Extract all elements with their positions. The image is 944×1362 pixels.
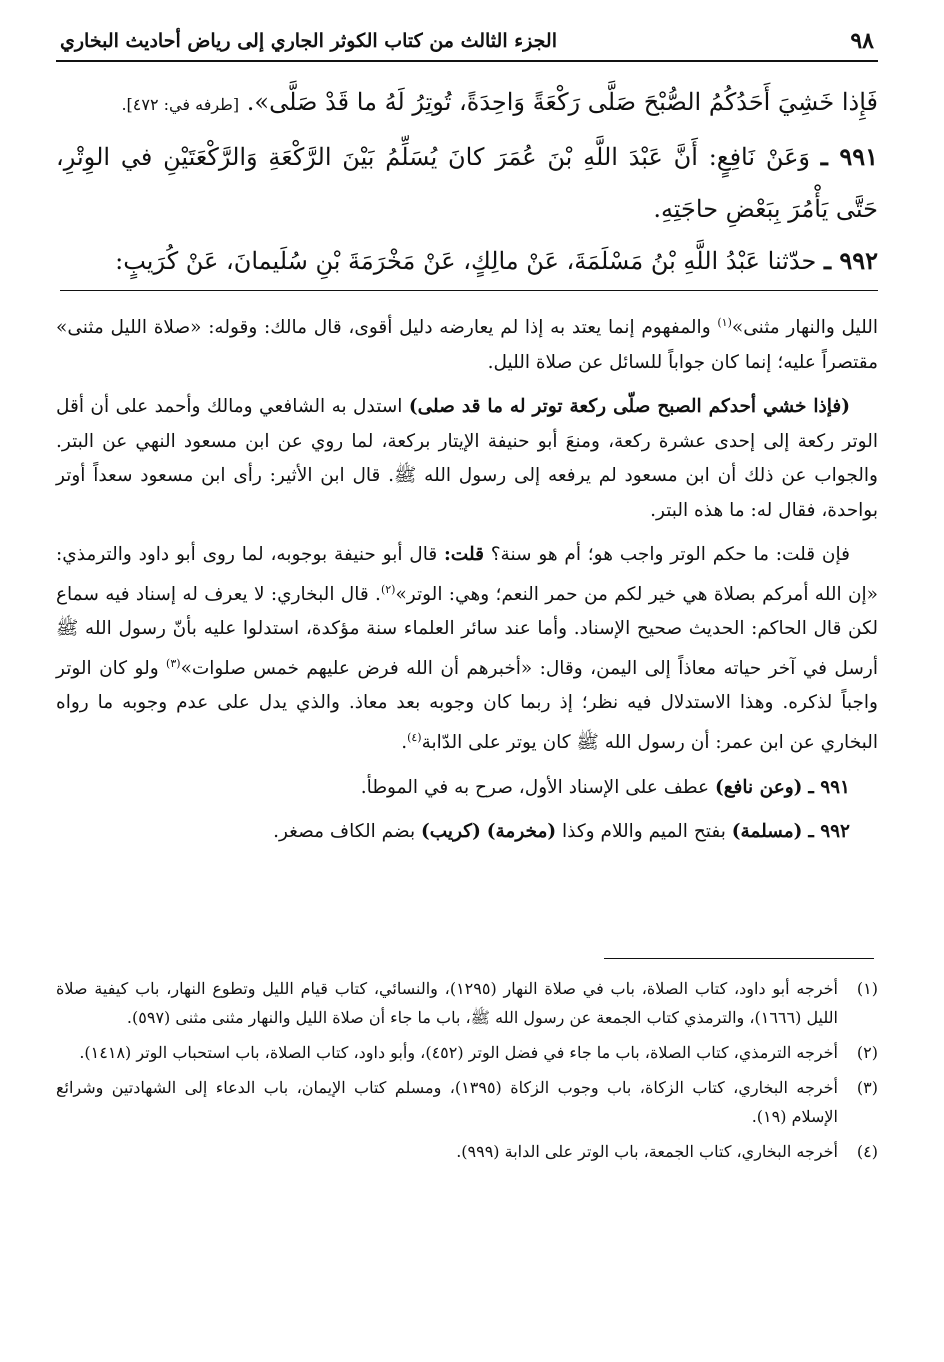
- commentary-text: بفتح الميم واللام وكذا: [556, 821, 732, 843]
- footnote-text: أخرجه أبو داود، كتاب الصلاة، باب في صلاة النهار (١٢٩٥)، والنسائي، كتاب قيام الليل وتطوع النهار، باب كيفية صلاة الليل (١٦٦٦)، والترمذي كتاب الجمعة عن رسول الله ﷺ، باب ما جاء أن صلاة الليل والنهار مثنى مثنى (٥٩٧).: [56, 979, 838, 1027]
- commentary-number-991: ٩٩١ ـ: [808, 776, 850, 798]
- footnote-text: أخرجه البخاري، كتاب الزكاة، باب وجوب الزكاة (١٣٩٥)، ومسلم كتاب الإيمان، باب الدعاء إلى الشهادتين وشرائع الإسلام (١٩).: [56, 1078, 838, 1126]
- hadith-991-number: ٩٩١ ـ: [820, 142, 878, 171]
- footnote-text: أخرجه الترمذي، كتاب الصلاة، باب ما جاء في فضل الوتر (٤٥٢)، وأبو داود، كتاب الصلاة، باب استحباب الوتر (١٤١٨).: [79, 1043, 838, 1062]
- footnote-item: [56, 1137, 878, 1166]
- footnote-item: [56, 1073, 878, 1131]
- hadith-991: [56, 131, 878, 235]
- quoted-word: (مسلمة): [731, 821, 803, 843]
- commentary-text: .: [401, 732, 408, 754]
- quoted-word: (كريب): [421, 821, 481, 843]
- footnote-number: (٢): [856, 1043, 878, 1062]
- hadith-992-number: ٩٩٢ ـ: [823, 246, 878, 275]
- running-title: الجزء الثالث من كتاب الكوثر الجاري إلى رياض أحاديث البخاري: [60, 30, 557, 52]
- commentary-paragraph-2: [56, 390, 878, 528]
- commentary-number-992: ٩٩٢ ـ: [808, 821, 850, 843]
- hadith-991-text: وَعَنْ نَافِعٍ: أَنَّ عَبْدَ اللَّهِ بْنَ عُمَرَ كانَ يُسَلِّمُ بَيْنَ الرَّكْعَةِ وَالرَّكْعَتَيْنِ في الوِتْرِ، حَتَّى يَأْمُرَ بِبَعْضِ حاجَتِهِ.: [56, 143, 878, 223]
- section-divider: [60, 290, 878, 291]
- hadith-992: [56, 235, 878, 287]
- page-header: [56, 26, 878, 58]
- hadith-992-text: حدّثنا عَبْدُ اللَّهِ بْنُ مَسْلَمَةَ، عَنْ مالِكٍ، عَنْ مَخْرَمَةَ بْنِ سُلَيمانَ، عَنْ كُرَيبٍ:: [115, 247, 817, 275]
- quoted-matn: (وعن نافع): [714, 776, 803, 798]
- commentary-text: قال أبو حنيفة بوجوبه، لما روى أبو داود والترمذي: «إن الله أمركم بصلاة هي خير لكم من حمر النعم؛ وهي: الوتر»: [56, 544, 879, 605]
- commentary-paragraph-3: [56, 538, 878, 760]
- hadith-continuation-text: فَإِذا خَشِيَ أَحَدُكُمُ الصُّبْحَ صَلَّى رَكْعَةً وَاحِدَةً، تُوتِرُ لَهُ ما قَدْ صَلَّى».: [246, 88, 878, 116]
- commentary-block: [56, 306, 878, 860]
- commentary-paragraph-991: [56, 771, 878, 806]
- hadith-cross-reference: [طرفه في: ٤٧٢].: [121, 95, 240, 114]
- commentary-text: والمفهوم إنما يعتد به إذا لم يعارضه دليل أقوى، قال مالك: وقوله: «صلاة الليل مثنى» مقتصراً عليه؛ إنما كان جواباً للسائل عن صلاة الليل.: [56, 317, 878, 373]
- page-number: ٩٨: [850, 28, 874, 54]
- header-rule: [56, 60, 878, 62]
- quoted-word: (مخرمة): [486, 821, 557, 843]
- commentary-text: ولو كان الوتر واجباً لذكره. وهذا الاستدلال فيه نظر؛ إذ ربما كان وجوبه بعد معاذ. والذي يدل على عدم وجوبه ما رواه البخاري عن ابن عمر: أن رسول الله ﷺ كان يوتر على الدّابة: [56, 657, 878, 754]
- commentary-text: . قال البخاري: لا يعرف له إسناد فيه سماع لكن قال الحاكم: الحديث صحيح الإسناد. وأما عند سائر العلماء سنة مؤكدة، استدلوا عليه بأنّ رسول الله ﷺ أرسل في آخر حياته معاذاً إلى اليمن، وقال: «أخبرهم أن الله فرض عليهم خمس صلوات»: [56, 583, 878, 679]
- footnote-ref-2: (٢): [380, 582, 396, 596]
- footnote-item: [56, 1038, 878, 1067]
- hadith-line-continuation: [56, 76, 878, 131]
- quoted-matn: (فإذا خشي أحدكم الصبح صلّى ركعة توتر له ما قد صلى): [408, 396, 850, 418]
- footnote-ref-4: (٤): [407, 730, 422, 744]
- commentary-paragraph-1: [56, 306, 878, 380]
- footnote-number: (١): [856, 979, 878, 998]
- footnote-rule: [604, 958, 874, 959]
- commentary-text: استدل به الشافعي ومالك وأحمد على أن أقل الوتر ركعة إلى إحدى عشرة ركعة، ومنعَ أبو حنيفة الإيتار بركعة، لما روي عن ابن مسعود النهي عن البتر. والجواب عن ذلك أن ابن مسعود لم يرفعه إلى رسول الله ﷺ. قال ابن الأثير: رأى ابن مسعود سعداً أوتر بواحدة، فقال له: ما هذه البتر.: [56, 396, 878, 521]
- footnote-ref-1: (١): [717, 316, 732, 329]
- footnote-number: (٣): [856, 1078, 878, 1097]
- commentary-text: عطف على الإسناد الأول، صرح به في الموطأ.: [360, 776, 715, 798]
- footnote-item: [56, 974, 878, 1032]
- commentary-text: فإن قلت: ما حكم الوتر واجب هو؛ أم هو سنة؟: [483, 544, 850, 566]
- commentary-text: بضم الكاف مصغر.: [273, 821, 421, 843]
- footnote-ref-3: (٣): [166, 656, 181, 670]
- hadith-text-block: [56, 76, 878, 287]
- footnotes: [56, 974, 878, 1172]
- footnote-text: أخرجه البخاري، كتاب الجمعة، باب الوتر على الدابة (٩٩٩).: [456, 1142, 838, 1161]
- commentary-text: الليل والنهار مثنى»: [731, 317, 878, 339]
- commentary-paragraph-992: [56, 815, 878, 850]
- footnote-number: (٤): [856, 1142, 878, 1161]
- qult-label: قلت:: [443, 544, 484, 566]
